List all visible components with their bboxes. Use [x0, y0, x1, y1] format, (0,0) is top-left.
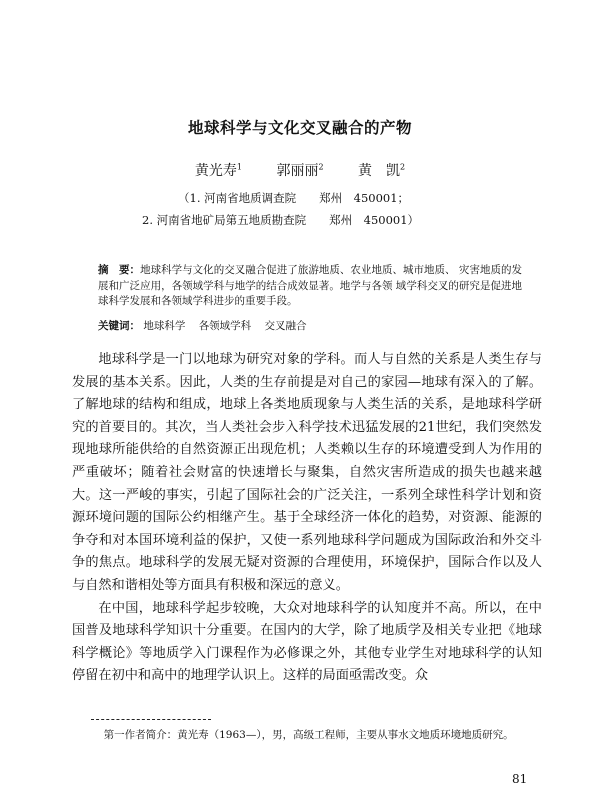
keyword: 各领域学科	[198, 320, 252, 332]
author-name: 郭丽丽	[276, 163, 319, 179]
affiliation-1: （1. 河南省地质调查院 郑州 450001；	[178, 191, 410, 205]
author-1	[195, 160, 242, 180]
paragraph: 在中国，地球科学起步较晚，大众对地球科学的认知度并不高。所以，在中国普及地球科学知识十分重要。在国内的大学，除了地质学及相关专业把《地球科学概论》等地质学入门课程作为必修课之外，其他专业学生对地球科学的认知停留在初中和高中的地理学认识上。这样的局面亟需改变。众	[72, 600, 542, 684]
keywords-label: 关键词：	[98, 320, 140, 332]
author-name: 黄 凯	[358, 163, 400, 179]
body-text	[72, 349, 542, 688]
author-affil-mark: 2	[318, 162, 324, 172]
author-list	[0, 160, 600, 180]
abstract-label: 摘 要：	[98, 264, 141, 276]
keywords	[98, 318, 522, 333]
author-name: 黄光寿	[194, 163, 237, 179]
affiliation-2: 2. 河南省地矿局第五地质勘查院 郑州 450001）	[142, 213, 420, 227]
abstract-text: 地球科学与文化的交叉融合促进了旅游地质、农业地质、城市地质、 灾害地质的发展和广泛应用，各领域学科与地学的结合成效显著。地学与各领 域学科交叉的研究是促进地球科学发展和各领域学科进步的重要手段。	[98, 264, 523, 308]
author-affil-mark: 2	[400, 162, 406, 172]
author-3	[358, 160, 405, 180]
abstract	[98, 263, 522, 310]
author-2	[276, 160, 323, 180]
paragraph: 地球科学是一门以地球为研究对象的学科。而人与自然的关系是人类生存与发展的基本关系。因此，人类的生存前提是对自己的家园—地球有深入的了解。了解地球的结构和组成，地球上各类地质现象与人类生活的关系，是地球科学研究的首要目的。其次，当人类社会步入科学技术迅猛发展的21世纪，我们突然发现地球所能供给的自然资源正出现危机；人类赖以生存的环境遭受到人为作用的严重破坏；随着社会财富的快速增长与聚集，自然灾害所造成的损失也越来越大。这一严峻的事实，引起了国际社会的广泛关注，一系列全球性科学计划和资源环境问题的国际公约相继产生。基于全球经济一体化的趋势，对资源、能源的争夺和对本国环境利益的保护，又使一系列地球科学问题成为国际政治和外交斗争的焦点。地球科学的发展无疑对资源的合理使用，环境保护，国际合作以及人与自然和谐相处等方面具有积极和深远的意义。	[72, 352, 542, 593]
page-number: 81	[512, 772, 528, 786]
footnote: 第一作者简介：黄光寿（1963—），男，高级工程师，主要从事水文地质环境地质研究。	[103, 729, 514, 741]
footnote-divider	[91, 719, 211, 720]
author-affil-mark: 1	[236, 162, 242, 172]
keyword: 地球科学	[143, 320, 186, 332]
paper-title: 地球科学与文化交叉融合的产物	[187, 119, 412, 137]
keyword: 交叉融合	[264, 320, 307, 332]
